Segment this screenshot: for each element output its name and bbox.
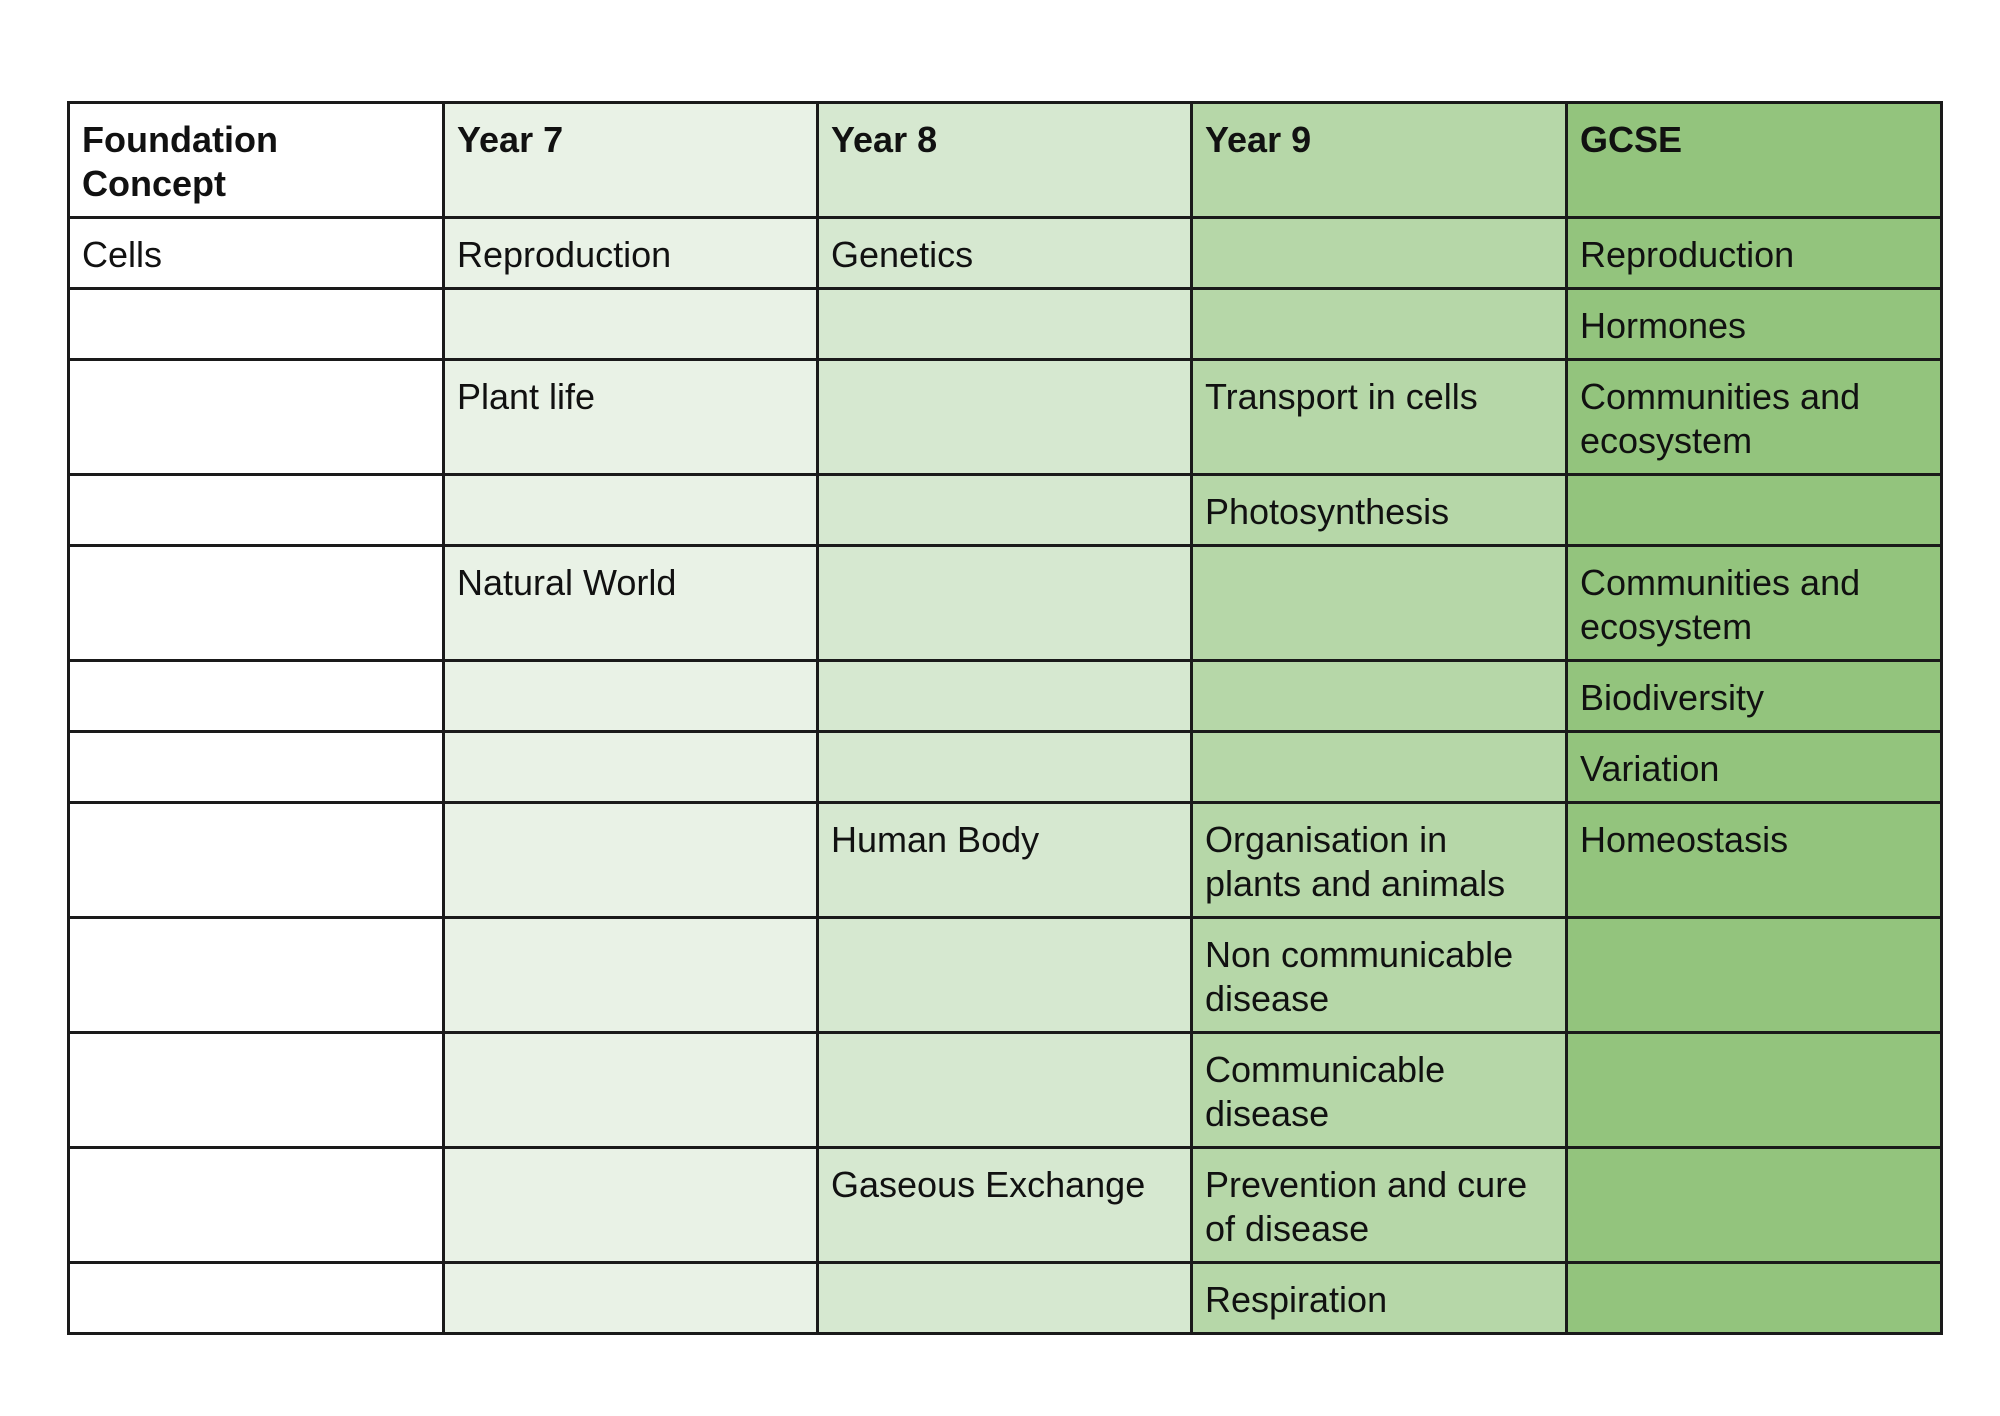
table-cell: Gaseous Exchange xyxy=(818,1148,1192,1263)
table-cell: Respiration xyxy=(1192,1263,1567,1334)
table-cell xyxy=(69,1033,444,1148)
table-cell: Prevention and cure of disease xyxy=(1192,1148,1567,1263)
table-row xyxy=(69,661,1942,732)
table-cell: Communicable disease xyxy=(1192,1033,1567,1148)
table-cell: Non communicable disease xyxy=(1192,918,1567,1033)
table-row xyxy=(69,918,1942,1033)
table-cell: Reproduction xyxy=(444,218,818,289)
table-cell xyxy=(1192,732,1567,803)
table-row xyxy=(69,475,1942,546)
table-cell xyxy=(69,918,444,1033)
table-cell: Human Body xyxy=(818,803,1192,918)
table-cell xyxy=(69,1148,444,1263)
table-cell: Genetics xyxy=(818,218,1192,289)
table-cell: Photosynthesis xyxy=(1192,475,1567,546)
curriculum-table xyxy=(67,101,1943,1335)
table-cell xyxy=(69,803,444,918)
table-cell xyxy=(1567,1033,1942,1148)
table-cell: Plant life xyxy=(444,360,818,475)
table-row xyxy=(69,546,1942,661)
table-cell xyxy=(69,1263,444,1334)
table-cell xyxy=(1192,218,1567,289)
table-cell: Cells xyxy=(69,218,444,289)
table-cell xyxy=(818,1263,1192,1334)
table-cell: Communities and ecosystem xyxy=(1567,360,1942,475)
table-cell xyxy=(818,732,1192,803)
table-cell: Natural World xyxy=(444,546,818,661)
table-cell xyxy=(818,475,1192,546)
header-row xyxy=(69,103,1942,218)
table-row xyxy=(69,732,1942,803)
table-cell xyxy=(1567,1263,1942,1334)
table-cell xyxy=(444,1263,818,1334)
table-row xyxy=(69,289,1942,360)
table-cell: Transport in cells xyxy=(1192,360,1567,475)
table-cell xyxy=(69,661,444,732)
table-cell xyxy=(1192,661,1567,732)
table-cell xyxy=(1567,1148,1942,1263)
table-cell: Variation xyxy=(1567,732,1942,803)
table-cell xyxy=(818,546,1192,661)
table-cell xyxy=(69,732,444,803)
table-cell xyxy=(1567,918,1942,1033)
table-cell xyxy=(69,289,444,360)
table-cell xyxy=(444,803,818,918)
table-cell xyxy=(444,1148,818,1263)
table-cell: Homeostasis xyxy=(1567,803,1942,918)
table-cell xyxy=(444,661,818,732)
header-gcse: GCSE xyxy=(1567,103,1942,218)
table-cell: Organisation in plants and animals xyxy=(1192,803,1567,918)
table-cell xyxy=(444,918,818,1033)
table-cell xyxy=(444,732,818,803)
header-year-7: Year 7 xyxy=(444,103,818,218)
table-cell: Communities and ecosystem xyxy=(1567,546,1942,661)
header-year-8: Year 8 xyxy=(818,103,1192,218)
table-row xyxy=(69,803,1942,918)
table-cell xyxy=(69,360,444,475)
table-row xyxy=(69,1033,1942,1148)
table-row xyxy=(69,360,1942,475)
table-cell xyxy=(818,360,1192,475)
table-cell: Biodiversity xyxy=(1567,661,1942,732)
table-cell xyxy=(444,289,818,360)
table-cell xyxy=(818,1033,1192,1148)
table-cell xyxy=(1192,546,1567,661)
table-cell xyxy=(818,289,1192,360)
table-row xyxy=(69,218,1942,289)
table-cell xyxy=(1192,289,1567,360)
table-cell xyxy=(444,475,818,546)
table-cell: Reproduction xyxy=(1567,218,1942,289)
table-row xyxy=(69,1263,1942,1334)
table-cell xyxy=(444,1033,818,1148)
header-foundation-concept: Foundation Concept xyxy=(69,103,444,218)
table-cell xyxy=(818,918,1192,1033)
table-cell xyxy=(1567,475,1942,546)
table-cell xyxy=(69,546,444,661)
table-row xyxy=(69,1148,1942,1263)
table-cell xyxy=(818,661,1192,732)
table-cell: Hormones xyxy=(1567,289,1942,360)
table-cell xyxy=(69,475,444,546)
header-year-9: Year 9 xyxy=(1192,103,1567,218)
